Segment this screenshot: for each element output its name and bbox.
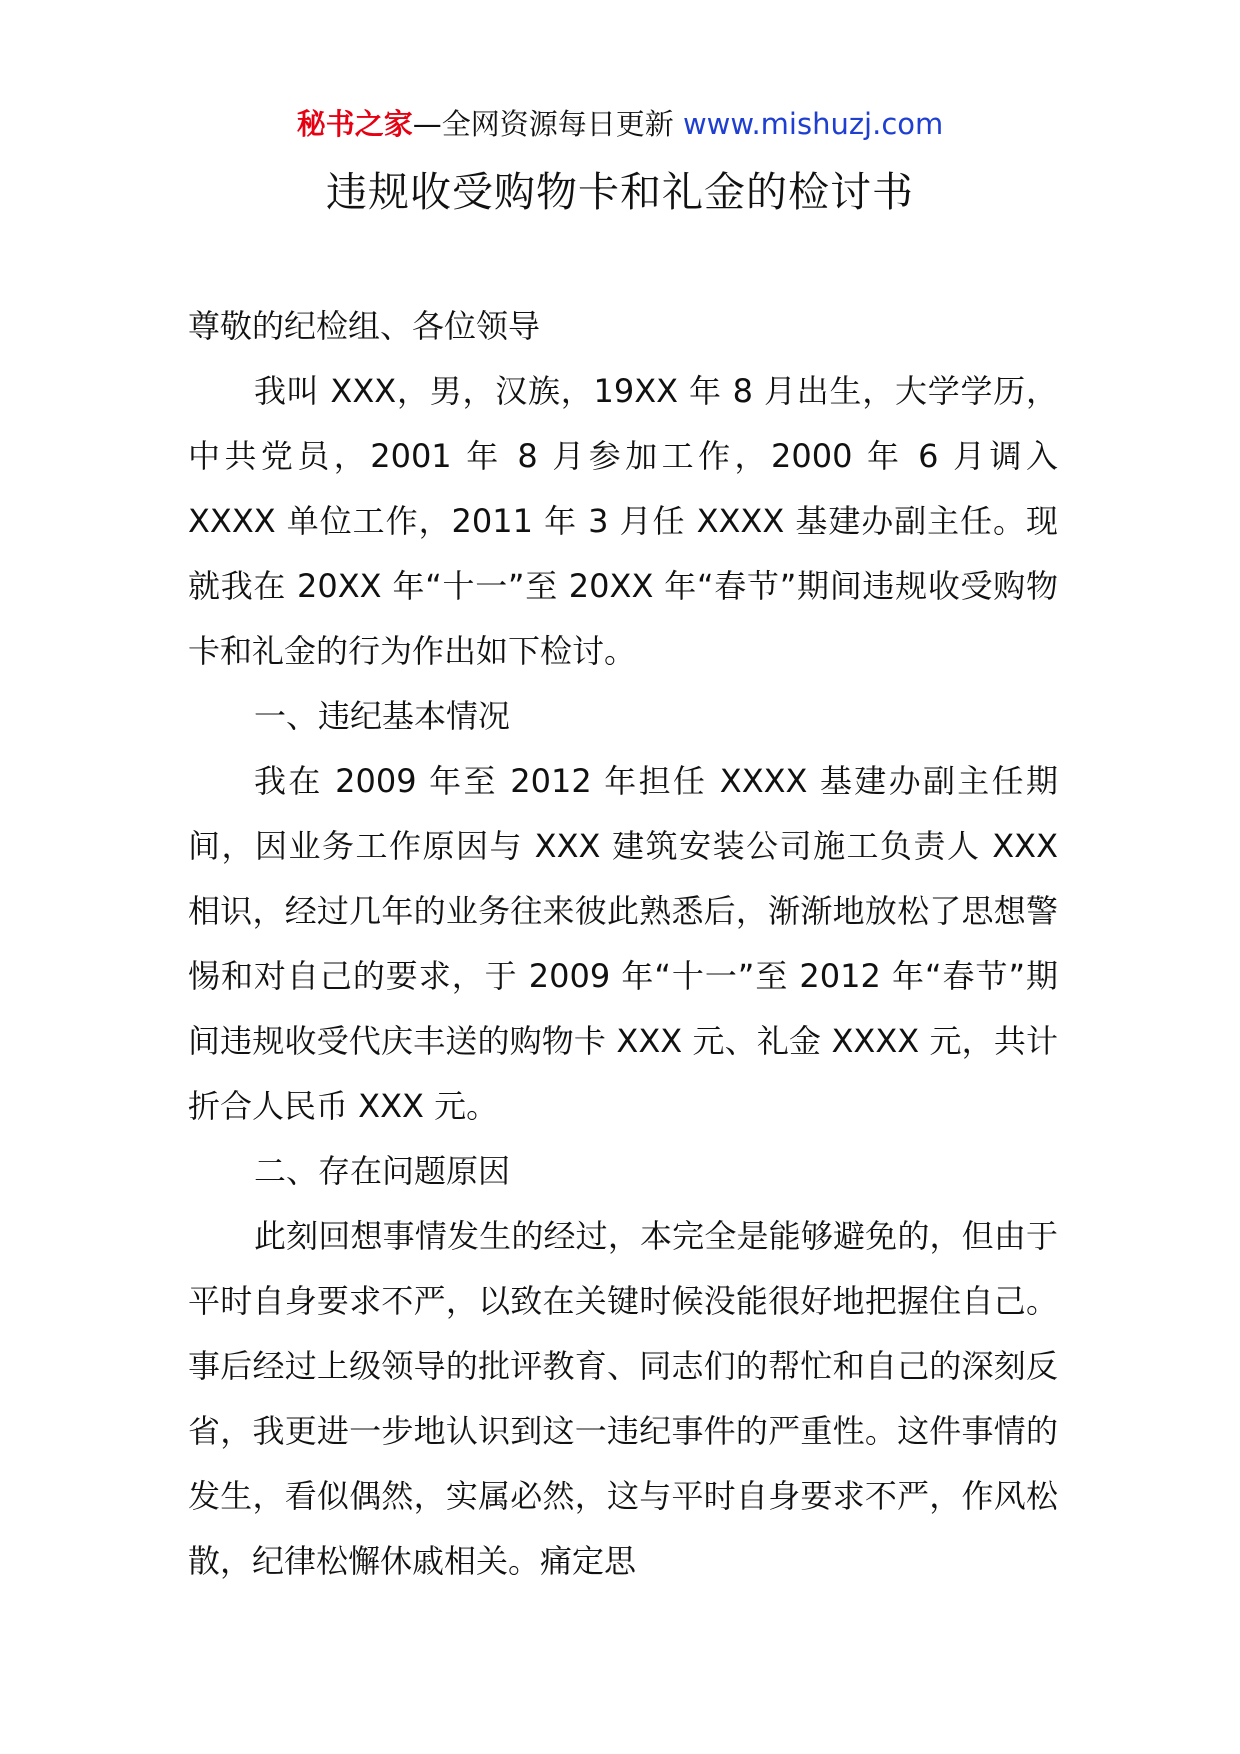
section-heading-1: 一、违纪基本情况 xyxy=(254,697,511,735)
site-header xyxy=(0,104,1240,144)
salutation: 尊敬的纪检组、各位领导 xyxy=(188,307,541,345)
paragraph-intro: 我叫 XXX，男，汉族，19XX 年 8 月出生，大学学历，中共党员，2001 年 8 月参加工作，2000 年 6 月调入 XXXX 单位工作，2011 年 3 月任 XXXX 基建办副主任。现就我在 20XX 年“十一”至 20XX 年“春节”期间违规收受购物卡和礼金的行为作出如下检讨。 xyxy=(188,372,1058,670)
paragraph-causes: 此刻回想事情发生的经过，本完全是能够避免的，但由于平时自身要求不严，以致在关键时候没能很好地把握住自己。事后经过上级领导的批评教育、同志们的帮忙和自己的深刻反省，我更进一步地认识到这一违纪事件的严重性。这件事情的发生，看似偶然，实属必然，这与平时自身要求不严，作风松散，纪律松懈休戚相关。痛定思 xyxy=(188,1217,1058,1580)
site-tagline: —全网资源每日更新 xyxy=(412,107,683,141)
paragraph-violation-details: 我在 2009 年至 2012 年担任 XXXX 基建办副主任期间，因业务工作原因与 XXX 建筑安装公司施工负责人 XXX 相识，经过几年的业务往来彼此熟悉后，渐渐地放松了思想警惕和对自己的要求，于 2009 年“十一”至 2012 年“春节”期间违规收受代庆丰送的购物卡 XXX 元、礼金 XXXX 元，共计折合人民币 XXX 元。 xyxy=(188,762,1058,1125)
section-heading-2: 二、存在问题原因 xyxy=(254,1152,511,1190)
site-url: www.mishuzj.com xyxy=(682,107,944,141)
document-body xyxy=(188,294,1058,1594)
site-brand: 秘书之家 xyxy=(296,107,413,141)
document-title: 违规收受购物卡和礼金的检讨书 xyxy=(326,168,914,216)
